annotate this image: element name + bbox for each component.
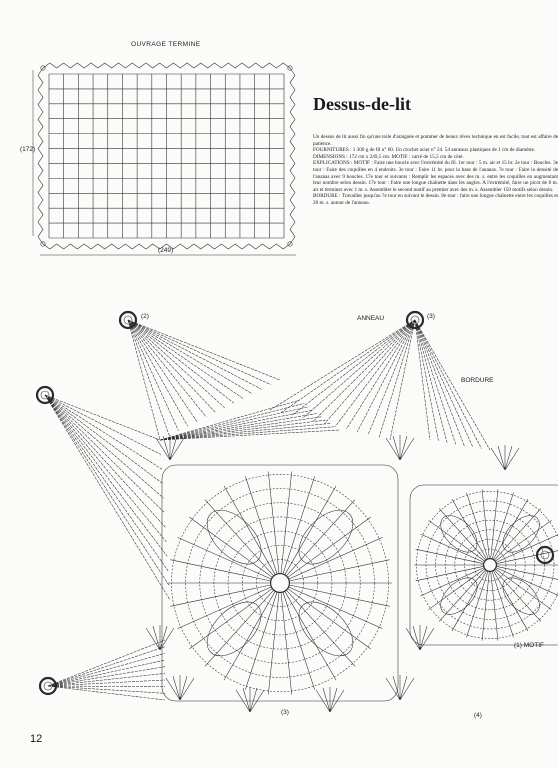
- motif-center: [162, 465, 398, 701]
- shell-icon: [156, 435, 184, 460]
- label-ring-a: (2): [141, 313, 149, 320]
- label-num-3: (3): [281, 709, 289, 716]
- grid-caption: OUVRAGE TERMINE: [131, 41, 201, 48]
- label-bordure: BORDURE: [461, 377, 494, 384]
- ring-right-icon: [537, 547, 553, 563]
- supplies-paragraph: FOURNITURES : 1 300 g de fil n° 60. Un crochet acier n° 24. 54 anneaux plastiques de 1 cm de diamètre.: [313, 147, 536, 154]
- shell-icon: [236, 687, 264, 712]
- dimensions-paragraph: DIMENSIONS : 172 cm x 249,5 cm. MOTIF : carré de 15,5 cm de côté.: [313, 153, 464, 160]
- intro-paragraph: Un dessus de lit aussi fin qu'une toile d'araignée et pommer de beaux rêves technique en est facile, tout est affaire de patience.: [313, 134, 558, 147]
- shell-icon: [386, 675, 414, 700]
- grid-width-label: (249): [158, 247, 174, 254]
- article-title: Dessus-de-lit: [313, 94, 411, 114]
- label-motif: (1) MOTIF: [514, 642, 544, 649]
- label-ring-b: (3): [427, 313, 435, 320]
- label-anneau: ANNEAU: [357, 315, 385, 322]
- grid-height-label: (172): [20, 146, 36, 153]
- motif-right: [410, 485, 558, 645]
- label-num-4: (4): [474, 712, 482, 719]
- shell-icon: [166, 675, 194, 700]
- instructions-paragraph: EXPLICATIONS : MOTIF : Faire une boucle avec l'extrémité du fil. 1er tour : 5 m. air et 15 br. 2e tour : Boucles. 3e tour : Faire des coquilles en 4 endroits. 3e tour : Faire 11 br. pour la base de l'ananas. 7e tour : Faire la densité de l'ananas avec 9 boucles. 17e tour et suivants : Remplir les espaces avec des m. s. entre les coquilles en augmentant leur nombre selon dessin. 17e tour : Faire une longue chaînette dans les angles. A l'extrémité, faire un picot de 8 m. air et terminer avec 1 m. s. Assembler le second motif au premier avec des m. s. Assembler 150 motifs selon dessin.: [313, 160, 558, 193]
- shell-icon: [316, 687, 344, 712]
- page-number: 12: [30, 733, 43, 745]
- shell-icon: [146, 625, 174, 650]
- border-paragraph: BORDURE : Travailler jusqu'au 7e tour en suivant le dessin. 8e tour : faire une longue chaînette entre les coquilles et 20 m. s. autour de l'anneau.: [313, 193, 558, 206]
- shell-icon: [491, 445, 519, 470]
